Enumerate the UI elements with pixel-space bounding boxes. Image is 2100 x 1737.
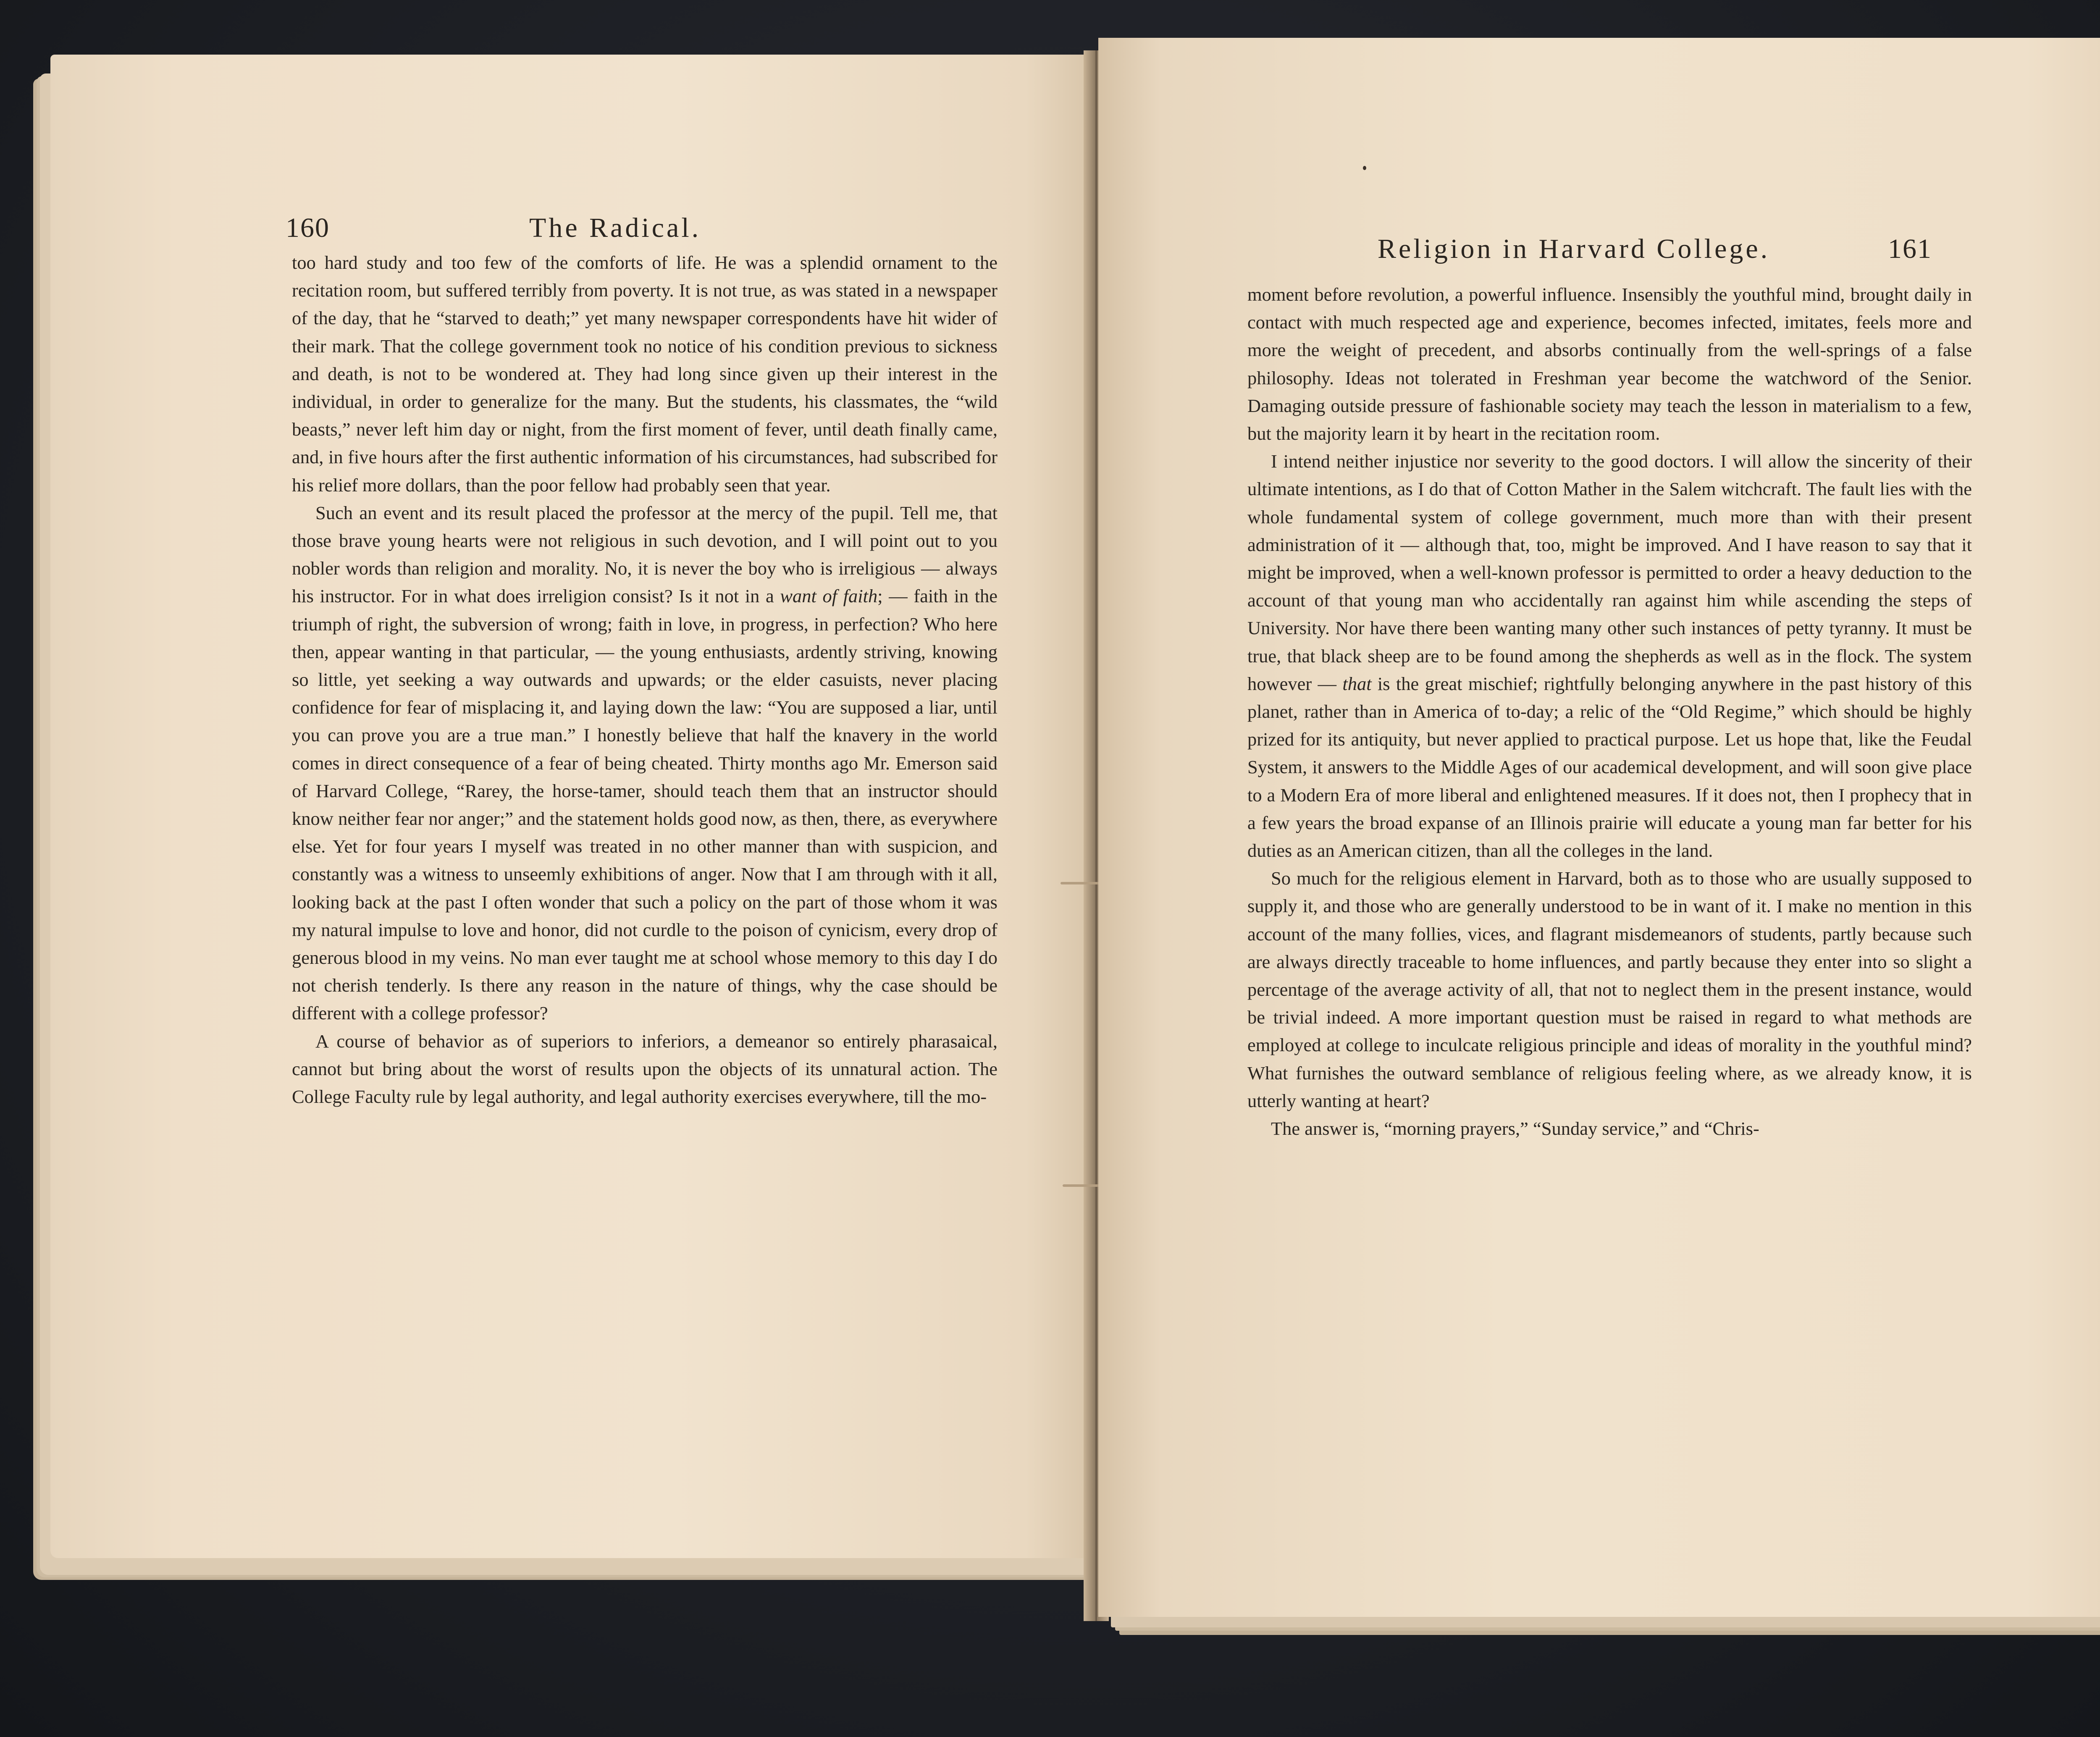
- paragraph: [292, 499, 998, 1027]
- paragraph: [1247, 864, 1972, 1115]
- paragraph: [1247, 1115, 1972, 1142]
- text-run: The answer is, “morning prayers,” “Sunday service,” and “Chris-: [1271, 1118, 1759, 1139]
- running-title-right: Religion in Harvard College.: [1378, 234, 1770, 264]
- italic-text: want of faith: [780, 585, 878, 607]
- paper-speck: [1363, 166, 1366, 170]
- text-run: moment before revolution, a powerful influence. Insensibly the youthful mind, brought daily in contact with much respected age and experience, becomes infected, imitates, feels more and more the weight of precedent, and absorbs continually from the well-springs of a false philosophy. Ideas not tolerated in Freshman year become the watchword of the Senior. Damaging outside pressure of fashionable society may teach the lesson in materialism to a few, but the majority learn it by heart in the recitation room.: [1247, 284, 1972, 444]
- text-run: is the great mischief; rightfully belonging anywhere in the past history of this planet, rather than in America of to-day; a relic of the “Old Regime,” which should be highly prized for its antiquity, but never applied to practical purpose. Let us hope that, like the Feudal System, it answers to the Middle Ages of our academical development, and will soon give place to a Modern Era of more liberal and enlightened measures. If it does not, then I prophecy that in a few years the broad expanse of an Illinois prairie will educate a young man far better for his duties as an American citizen, than all the colleges in the land.: [1247, 673, 1972, 861]
- italic-text: that: [1342, 673, 1372, 694]
- text-run: I intend neither injustice nor severity to the good doctors. I will allow the sincerity of their ultimate intentions, as I do that of Cotton Mather in the Salem witchcraft. The fault lies with the whole fundamental system of college government, much more than with their present administration of it — although that, too, might be improved. And I have reason to say that it might be improved, when a well-known professor is permitted to order a heavy deduction to the account of that young man who accidentally ran against him while ascending the steps of University. Nor have there been wanting many other such instances of petty tyranny. It must be true, that black sheep are to be found among the shepherds as well as in the flock. The system however —: [1247, 451, 1972, 694]
- left-page-body: [292, 249, 998, 1110]
- left-page: [50, 55, 1088, 1558]
- page-number-left: 160: [286, 213, 330, 243]
- text-run: Such an event and its result placed the professor at the mercy of the pupil. Tell me, that those brave young hearts were not religious in such devotion, and I will point out to you nobler words than religion and morality. No, it is never the boy who is irreligious — always his instructor. For in what does irreligion consist? Is it not in a: [292, 502, 998, 607]
- text-run: A course of behavior as of superiors to inferiors, a demeanor so entirely pharasaical, cannot but bring about the worst of results upon the objects of its unnatural action. The College Faculty rule by legal authority, and legal authority exercises everywhere, till the mo-: [292, 1030, 998, 1107]
- paragraph: [1247, 281, 1972, 447]
- running-title-left: The Radical.: [529, 213, 701, 243]
- right-page: [1098, 38, 2100, 1617]
- text-run: too hard study and too few of the comforts of life. He was a splendid ornament to the recitation room, but suffered terribly from poverty. It is not true, as was stated in a newspaper of the day, that he “starved to death;” yet many newspaper correspondents have hit wider of their mark. That the college government took no notice of his condition previous to sickness and death, is not to be wondered at. They had long since given up their interest in the individual, in order to generalize for the many. But the students, his classmates, the “wild beasts,” never left him day or night, from the first moment of fever, until death finally came, and, in five hours after the first authentic information of his circumstances, had subscribed for his relief more dollars, than the poor fellow had probably seen that year.: [292, 252, 998, 496]
- paragraph: [292, 1027, 998, 1111]
- page-number-right: 161: [1888, 234, 1932, 264]
- paragraph: [1247, 447, 1972, 864]
- paragraph: [292, 249, 998, 499]
- text-run: So much for the religious element in Harvard, both as to those who are usually supposed to supply it, and those who are generally understood to be in want of it. I make no mention in this account of the many follies, vices, and flagrant misdemeanors of students, partly because such are always directly traceable to home influences, and partly because they enter into so slight a percentage of the average activity of all, that not to neglect them in the present instance, would be trivial indeed. A more important question must be raised in regard to what methods are employed at college to inculcate religious principle and ideas of morality in the youthful mind? What furnishes the outward semblance of religious feeling where, as we already know, it is utterly wanting at heart?: [1247, 868, 1972, 1111]
- right-page-body: [1247, 281, 1972, 1142]
- text-run: ; — faith in the triumph of right, the subversion of wrong; faith in love, in progress, in perfection? Who here then, appear wanting in that particular, — the young enthusiasts, ardently striving, knowing so little, yet seeking a way outwards and upwards; or the elder casuists, never placing confidence for fear of misplacing it, and laying down the law: “You are supposed a liar, until you can prove you are a true man.” I honestly believe that half the knavery in the world comes in direct consequence of a fear of being cheated. Thirty months ago Mr. Emerson said of Harvard College, “Rarey, the horse-tamer, should teach them that an instructor should know neither fear nor anger;” and the statement holds good now, as then, there, as everywhere else. Yet for four years I myself was treated in no other manner than with suspicion, and constantly was a witness to unseemly exhibitions of anger. Now that I am through with it all, looking back at the past I often wonder that such a policy on the part of those whom it was my natural impulse to love and honor, did not curdle to the poison of cynicism, every drop of generous blood in my veins. No man ever taught me at school whose memory to this day I do not cherish tenderly. Is there any reason in the nature of things, why the case should be different with a college professor?: [292, 585, 998, 1024]
